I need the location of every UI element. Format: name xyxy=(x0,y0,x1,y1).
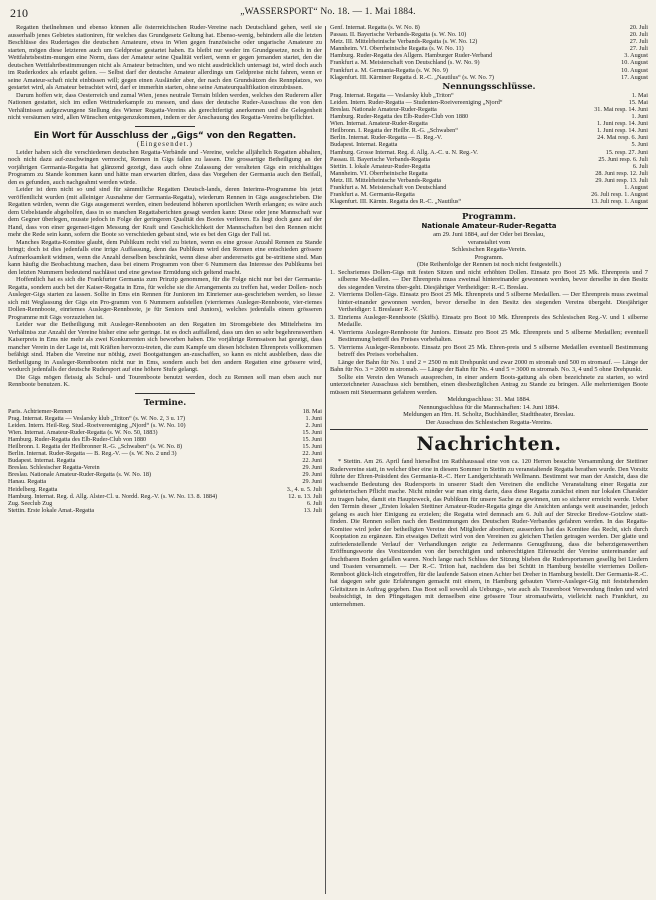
event-name: Passau. II. Bayerische Verbands-Regatta xyxy=(330,155,431,163)
article-subtitle: (Eingesendet.) xyxy=(136,140,194,148)
event-date: 10. August xyxy=(621,59,648,67)
event-date: 10. August xyxy=(621,66,648,74)
page-number: 210 xyxy=(10,6,28,20)
event-name: Heilbronn. I. Regatta der Heilbronner R.-G. „Schwaben“ (s. W. No. 8) xyxy=(8,442,183,450)
event-name: Budapest. Internat. Regatta xyxy=(330,141,398,149)
event-name: Mannheim. VI. Oberrheinische Regatta xyxy=(330,169,428,177)
paragraph: Manches Regatta-Komitee glaubt, dem Publikum recht viel zu bieten, wenn es eine grosse Anzahl Rennen zu Stande bringt; doch ist dies jedenfalls eine irrige Auffassung, denn das Publikum wird den Rennen eine entschieden grössere Aufmerksamkeit widmen, wenn die Anzahl derselben beschränkt, wenn diese aber andererseits gut be-strittene sind. Man kann häufig die Beobachtung machen, dass bei einem Programm von über 6 Nummern das Interesse des Publikums bei den letzten Nummern bedeutend nachlässt und eine gewisse Ermüdung sich geltend macht. xyxy=(8,238,322,276)
event-date: 1. Mai xyxy=(631,91,648,99)
list-item xyxy=(8,429,322,436)
list-item xyxy=(330,120,648,127)
programm-item xyxy=(330,344,648,359)
column-rule xyxy=(325,26,326,894)
paragraph: Die Gigs mögen fleissig als Schul- und Tourenboote benutzt werden, doch zu Rennen soll man eben auch nur Rennboote benutzen. K. xyxy=(8,373,322,388)
list-item xyxy=(330,191,648,198)
list-item xyxy=(8,415,322,422)
event-date: 24. Mai resp. 6. Juni xyxy=(597,134,648,142)
nachrichten-body xyxy=(330,458,648,608)
programm-item xyxy=(330,291,648,314)
event-name: Hamburg. Grosse Internat. Reg. d. Allg. A.-C. u. N. Reg.-V. xyxy=(330,148,478,156)
programm-item xyxy=(330,329,648,344)
nachrichten-title: Nachrichten. xyxy=(416,433,562,456)
event-date: 3. August xyxy=(624,52,648,60)
event-date: 31. Mai resp. 14. Juni xyxy=(594,105,648,113)
list-item xyxy=(8,443,322,450)
paragraph: Nennungsschluss für die Mannschaften: 14. Juni 1884. xyxy=(418,403,560,411)
list-item xyxy=(330,24,648,31)
event-date: 27. Juli xyxy=(629,38,648,46)
paragraph: Meldungsschluss: 31. Mai 1884. xyxy=(447,396,531,404)
paragraph: Der Ausschuss des Schlesischen Regatta-Vereins. xyxy=(425,418,553,426)
event-name: Frankfurt a. M. Germania-Regatta xyxy=(330,191,415,199)
item-number: 5. xyxy=(330,343,335,351)
event-name: Heilbronn. I. Regatta der Heilbr. R.-G. „Schwaben“ xyxy=(330,127,459,135)
event-name: Zug. Seeclub Zug xyxy=(8,499,53,507)
item-number: 4. xyxy=(330,328,335,336)
event-name: Wien. Internat. Amateur-Ruder-Regatta xyxy=(330,120,428,128)
running-title: „WASSERSPORT“ No. 18. — 1. Mai 1884. xyxy=(240,7,416,17)
event-name: Metz. III. Mittelrheinische Verbands-Regatta (s. W. No. 12) xyxy=(330,38,478,46)
event-date: 28. Juni resp. 12. Juli xyxy=(595,169,648,177)
paragraph: Darum hoffen wir, dass Oesterreich und zumal Wien, jenes neutrale Terrain bilden werden, welches den Ruderern aller Nationen gestattet, sich im edlen Wettruderkampfe zu messen, und dass der deutsche Ruder-Ausschuss die von den Verhältnissen aufgezwungene Stellung des Wiener Regatta-Vereins als gerechtfertigt anerkennen und die Gelegenheit nicht versäumen wird, allen Wünschen entgegenzukommen, indem er der Anschauung des Regatta-Vereins beipflichtet. xyxy=(8,91,322,121)
event-date: 12. u. 13. Juli xyxy=(288,492,322,500)
event-name: Stettin. Erste lokale Amat.-Regatta xyxy=(8,506,95,514)
intro-text xyxy=(8,24,322,122)
list-item xyxy=(8,478,322,485)
list-item xyxy=(330,113,648,120)
termine-list xyxy=(8,408,322,514)
programm-closing xyxy=(330,396,648,426)
list-item xyxy=(330,45,648,52)
event-name: Berlin. Internat. Ruder-Regatta — B. Reg.-V. xyxy=(330,134,443,142)
right-column xyxy=(330,24,648,896)
list-item xyxy=(330,74,648,81)
event-date: 27. Juli xyxy=(629,45,648,53)
paragraph: am 29. Juni 1884, auf der Oder bei Breslau, xyxy=(433,231,545,239)
event-date: 20. Juli xyxy=(629,31,648,39)
programm-item xyxy=(330,269,648,292)
event-date: 1. August xyxy=(624,183,648,191)
list-item xyxy=(330,99,648,106)
paragraph: Sollte ein Verein den Wunsch aussprechen, in einer andern Boots-gattung als oben bezeichnete zu starten, so wird unterzeichneter Ausschuss sich bemühen, einen diesbezüglichen Antrag zu Stande zu bringen. Alle mehrriemigen Boote müssen mit Steuermann gefahren werden. xyxy=(330,373,648,396)
programm-item xyxy=(330,314,648,329)
event-date: 13. Juli resp. 1. August xyxy=(591,198,648,206)
event-name: Wien. Internat. Amateur-Ruder-Regatta (s. W. No. 50, 1883) xyxy=(8,428,158,436)
item-text: Sechsriemes Dollen-Gigs mit festen Sitzen und nicht erhöhten Dollen. Einsatz pro Boot 25 Mk. Ehrenpreis und 7 silberne Me-daillen. — Der Ehrenpreis muss zweimal hintereinander gewonnen werden, bevor derselbe in den Besitz des siegenden Vereins über-geht. Diesjähriger Vertheidiger: R.-C. Breslau. xyxy=(338,268,648,291)
event-name: Klagenfurt. III. Kärntner Regatta d. R.-C. „Nautilus“ (s. W. No. 7) xyxy=(330,73,494,81)
event-name: Prag. Internat. Regatta — Veslarsky klub „Triton“ xyxy=(330,91,454,99)
event-name: Hamburg. Internat. Reg. d. Allg. Alster-Cl. u. Nordd. Reg.-V. (s. W. No. 13. 8. 1884) xyxy=(8,492,218,500)
event-date: 22. Juni xyxy=(302,457,322,465)
list-item xyxy=(330,156,648,163)
list-item xyxy=(330,149,648,156)
event-name: Stettin. I. lokale Amateur-Ruder-Regatta xyxy=(330,162,431,170)
item-text: Vierriems Ausleger-Rennboote für Juniors. Einsatz pro Boot 25 Mk. Ehrenpreis und 5 silberne Medaillen; eventuell Bestimmung betreff des Preises vorbehalten. xyxy=(338,328,648,344)
list-item xyxy=(8,486,322,493)
event-date: 3., 4. u. 5. Juli xyxy=(286,485,322,493)
event-name: Hamburg. Ruder-Regatta des Elb-Ruder-Club von 1880 xyxy=(8,435,147,443)
programm-after xyxy=(330,359,648,397)
event-date: 15. Juni xyxy=(302,435,322,443)
nennungs-list xyxy=(330,92,648,206)
item-text: Vierriems Dollen-Gigs. Einsatz pro Boot 25 Mk. Ehrenpreis und 5 silberne Medaillen. — Der Ehrenpreis muss zweimal hinter-einander gewonnen werden, bevor derselbe in den Besitz des siegenden Vereins übergeht. Diesjähriger Vertheidiger: I. Breslauer R.-V. xyxy=(338,291,648,314)
event-date: 20. Juli xyxy=(629,24,648,31)
paragraph: Regatten theilnehmen und ebenso können alle österreichischen Ruder-Vereine nach Deutschland gehen, weil sie ausserhalb jenes Gebietes stationiren, für welches das Grundgesetz Geltung hat. Ebenso-wenig, behindern alle die letzten Beschlüsse des Rudertages die deutschen Amateure, etwa in Wien gegen französische oder ungarische Amateure zu starten, mögen diese letzteren auch um Geldpreise gestartet haben. Es bleibt nur weder im Grundgesetze, noch in der Wettfahrtsbestim-mungen eine Norm, dass der Amateur seine Qualität verliert, wenn er gegen jemanden startet, den die deutschen Wettfahrtbestimmungen nicht als Amateur betrachten, und wo nicht ausdrücklich untersagt ist, wird doch auch im Ruderkodex als erlaubt gelten. — Selbst darf der deutsche Amateur allerdings um Geldpreise nicht fahren, wenn er seine Amateur-schaft nicht einbüssen will; gegen einen Ausländer aber, der nach den Grundsätzen des Rennplatzes, wo gestartet wird, als Amateur betrachtet wird, darf er immerhin starten, ohne seine Amateurqualifikation einzubüssen. xyxy=(8,24,322,91)
event-date: 29. Juni xyxy=(302,471,322,479)
paragraph: Leider haben sich die verschiedenen deutschen Regatta-Verbände und -Vereine, welche alljährlich Regatten abhalten, noch nicht dazu auf-zuschwingen vermocht, Rennen in Gigs fallen zu lassen. Die grossartige Betheiligung an der vorjährigen Germania-Regatta hat glänzend gezeigt, dass auch ohne Zulassung der veralteten Gigs ein reichhaltiges Programm zu Stande kommen kann und hätte man erwarten dürfen, dass das Vorgehen der Germania auch den Beifall, den es gefunden, auch nachgeahmt werden würde. xyxy=(8,148,322,186)
dated-list xyxy=(330,24,648,81)
paragraph: Schlesischen Regatta-Verein. xyxy=(451,246,527,254)
event-date: 18. Mai xyxy=(302,407,322,415)
list-item xyxy=(330,163,648,170)
event-date: 26. Juli resp. 1. August xyxy=(591,191,648,199)
event-date: 22. Juni xyxy=(302,450,322,458)
list-item xyxy=(8,457,322,464)
event-date: 1. Juni xyxy=(305,414,322,422)
item-number: 2. xyxy=(330,291,335,299)
event-name: Leiden. Intern. Ruder-Regatta — Studenten-Roeivereeniging „Njord“ xyxy=(330,98,503,106)
list-item xyxy=(8,422,322,429)
paragraph: veranstaltet vom xyxy=(467,238,511,246)
event-name: Passau. II. Bayerische Verbands-Regatta (s. W. No. 10) xyxy=(330,31,467,39)
list-item xyxy=(330,106,648,113)
list-item xyxy=(330,38,648,45)
event-date: 5. Juni xyxy=(631,141,648,149)
event-name: Mannheim. VI. Oberrheinische Regatta (s. W. No. 11) xyxy=(330,45,464,53)
event-name: Paris. Achtriemer-Rennen xyxy=(8,407,73,415)
programm-lines xyxy=(330,231,648,269)
list-item xyxy=(330,92,648,99)
event-date: 6. Juli xyxy=(306,499,322,507)
termine-title: Termine. xyxy=(143,397,187,408)
event-date: 29. Juni resp. 13. Juli xyxy=(595,176,648,184)
event-date: 29. Juni xyxy=(302,478,322,486)
list-item xyxy=(8,500,322,507)
event-date: 15. Juni xyxy=(302,442,322,450)
programm-subtitle: Nationale Amateur-Ruder-Regatta xyxy=(421,222,557,231)
divider xyxy=(135,393,195,394)
paragraph: Leider war die Betheiligung mit Ausleger-Rennbooten an den Regatten im Stromgebiete des Mittelrheins im Verhältniss zur Anzahl der Vereine bisher eine sehr geringe. Ist es doch auffallend, dass um den so sehr begehrenswerthen Kaiserpreis in Ems nie mehr als zwei Konkurrenten sich beworben haben. Die vorjährige Rennsaison hat gezeigt, dass mancher Verein in der Lage ist, mit Kräften hervorzu-treten, die zum Kampfe um diesen höchsten Ehrenpreis vollkommen befähigt sind. Haben die Vereine nur nöthig, zwei Bootgattungen an-zuschaffen, so kann es nicht ausbleiben, dass die Betheiligung in Ausleger-Rennbooten nicht nur in Ems, sondern auch bei den andern Regatten eine grössere wird, wodurch jedenfalls der deutsche Rudersport auf eine höhere Stufe gelangt. xyxy=(8,321,322,373)
list-item xyxy=(8,450,322,457)
list-item xyxy=(330,184,648,191)
programm-title: Programm. xyxy=(461,212,516,223)
list-item xyxy=(330,59,648,66)
event-name: Prag. Internat. Regatta — Veslarsky klub „Triton“ (s. W. No. 2, 3 u. 17) xyxy=(8,414,186,422)
list-item xyxy=(330,141,648,148)
event-name: Berlin. Internat. Ruder-Regatta — B. Reg.-V. — (s. W. No. 2 und 3) xyxy=(8,450,177,458)
event-date: 17. August xyxy=(621,73,648,81)
event-name: Breslau. Schlesischer Regatta-Verein xyxy=(8,464,100,472)
list-item xyxy=(330,177,648,184)
event-date: 13. Juli xyxy=(303,506,322,514)
list-item xyxy=(330,127,648,134)
item-text: Vierriems Ausleger-Rennboote. Einsatz pro Boot 25 Mk. Ehren-preis und 5 silberne Medaillen eventuell Bestimmung betreff des Preises vorbehalten. xyxy=(338,343,648,359)
list-item xyxy=(330,52,648,59)
event-name: Budapest. Internat. Regatta xyxy=(8,457,76,465)
event-date: 1. Juni resp. 14. Juni xyxy=(596,127,648,135)
list-item xyxy=(330,67,648,74)
paragraph: Programm. xyxy=(474,253,504,261)
page-header xyxy=(10,6,646,20)
event-name: Leiden. Intern. Heil-Reg. Stud.-Roeivereeniging „Njord“ (s. W. No. 10) xyxy=(8,421,186,429)
list-item xyxy=(8,471,322,478)
divider xyxy=(135,126,195,127)
event-date: 6. Juli xyxy=(632,162,648,170)
list-item xyxy=(8,507,322,514)
event-date: 15. Juni xyxy=(302,428,322,436)
event-date: 15. Mai xyxy=(628,98,648,106)
item-number: 3. xyxy=(330,313,335,321)
event-date: 1. Juni xyxy=(631,113,648,121)
paragraph: Leider ist dem nicht so und sind für sämmtliche Regatten Deutsch-lands, deren Interims-Programme bis jetzt veröffentlicht wurden (mit alleiniger Ausnahme der Germania-Regatta), wiederum Rennen in Gigs ausgeschrieben. Die Regatten würden, wenn die Gigs ausgemerzt werden, einen bedeutend höheren sportlichen Werth erlangen; es wäre auch dem Uebelstande abgeholfen, dass in so manchen Regattaberichten gesagt werden kann: Diese oder jene Mannschaft war dem Gegner überlegen, musste jedoch in Folge der geringeren Qualität des Bootes verlieren. Es liegt doch ganz auf der Hand, dass von einer gegensei-tigen Messung der Kraft und Geschicklichkeit der Mannschaften bei den Rennen nicht mehr die Rede sein kann, sofern die Boote so verschieden gebaut sind, wie es bei den Gigs der Fall ist. xyxy=(8,186,322,238)
paragraph: Hoffentlich hat es sich die Frankfurter Germania zum Prinzip genommen, für die Folge nicht nur bei der Germania-Regatta, sondern auch bei der Kaiser-Regatta in Ems, für welche sie die Arrangements zu treffen hat, weder Dollen- noch Ausleger-Gigs starten zu lassen. Sollte in Ems ein Rennen für Junioren im Einriemer aus-geschrieben werden, so liesse sich mit Weglassung der Gigs ein Pro-gramm von 6 Nummern aufstellen (vierriemes Ausleger-Rennboote, vier-riemes Dollen-Rennboote, einriemes Ausleger-Rennboote, je für Seniors und Juniors), welches jedenfalls einem grösseren Programme mit Gigs vorzuziehen ist. xyxy=(8,276,322,321)
event-name: Breslau. Nationale Amateur-Ruder-Regatta xyxy=(330,105,437,113)
divider xyxy=(330,208,648,209)
event-name: Hanau. Regatta xyxy=(8,478,47,486)
event-name: Frankfurt a. M. Meisterschaft von Deutschland xyxy=(330,183,447,191)
event-date: 15. resp. 27. Juni xyxy=(605,148,648,156)
event-name: Klagenfurt. III. Kärntn. Regatta des R.-C. „Nautilus“ xyxy=(330,198,462,206)
event-date: 1. Juni resp. 14. Juni xyxy=(596,120,648,128)
paragraph: Meldungen an Hrn. H. Scholtz, Buchhändler, Stadttheater, Breslau. xyxy=(403,411,575,419)
event-date: 29. Juni xyxy=(302,464,322,472)
event-name: Metz. III. Mittelrheinische Verbands-Regatta xyxy=(330,176,442,184)
paragraph: * Stettin. Am 26. April fand hierselbst im Rathhaussaal eine von ca. 120 Herren besuchte Versammlung der Stettiner Rudervereine statt, in welcher über eine in diesem Sommer in Stettin zu veranstaltende Regatta berathen wurde. Den Vorsitz führte der Ehren-Präsident des Germania-R.-C. Herr Landgerichtsrath Wellmann. Bestimmt war man der Ansicht, dass die wachsende Bedeutung des Rudersports in unserer Stadt den Vereinen die endliche Veranstaltung einer Regatta zur gebieterischen Pflicht mache. Nicht minder war man einig darin, dass diese Regatta zunächst einen nur lokalen Charakter zu tragen habe, damit ein Hauptzweck, das Publikum für unsere Sache zu gewinnen, um so sicherer erreicht werde. Ueber den Termin dieser „Ersten lokalen Stettiner Amateur-Ruder-Regatta ginge die Ansichten anfangs weit auseinander, jedoch gelang es auch hier Einigung zu erzielen; die Regatta wird demnach am 6. Juli auf der Strecke Bredow-Gotzlow statt-finden. Die Rennen sollen nach den Bestimmungen des Deutschen Ruder-Verbandes gefahren werden. In das Regatta-Komitee wird jeder der betheiligten Vereine drei Mitglieder abordnen; ausserdem hat das Komitee das Recht, sich durch Kooptation zu ergänzen. Ein etwaiges Defizit wird von den Vereinen zu gleichen Theilen getragen werden. Der glatte und zufriedenstellende Verlauf der Verhandlungen zeigte zu Jedermanns Genugthuung, dass die beherzigenswerthen Eröffnungsworte des Vorsitzenden von der berechtigten und unberechtigten Eifersucht der Vereine untereinander auf fruchtbaren Boden gefallen waren. Noch lange nach Schluss der Sitzung blieben die Rudersportsmen gesellig bei Liedern und Toasten versammelt. — Der R.-C. Triton hat, nachdem das bei Schütt in Hamburg bestellte vierriemes Dollen-Rennboot glück-lich eingetroffen, für die laufende Saison einen Achter bei Dreher in Hamburg bestellt. Der Germania-R.-C. hat dagegen sehr gute Erfahrungen gemacht mit einem, in Hamburg gebauten Vierer-Ausleger-Gig mit feststehenden Gleitsitzen in Auftrag gegeben. Das Boot soll sowohl als Uebungs-, wie auch als Tourenboot Verwendung finden und wird beabsichtigt, in den Pfingsttagen mit demselben eine grössere Tour stromaufwärts, vielleicht nach Frankfurt, zu unternehmen. xyxy=(330,458,648,608)
item-number: 1. xyxy=(330,268,335,276)
event-name: Frankfurt a. M. Germania-Regatta (s. W. No. 9) xyxy=(330,66,448,74)
event-name: Genf. Internat. Regatta (s. W. No. 8) xyxy=(330,24,420,31)
event-name: Hamburg. Ruder-Regatta des Elb-Ruder-Club von 1880 xyxy=(330,113,469,121)
nennungs-title: Nennungsschlüsse. xyxy=(442,81,536,92)
paragraph: (Die Reihenfolge der Rennen ist noch nicht festgestellt.) xyxy=(416,261,562,269)
event-name: Breslau. Nationale Amateur-Ruder-Regatta (s. W. No. 18) xyxy=(8,471,152,479)
paragraph: Länge der Bahn für No. 1 und 2 = 2500 m mit Drehpunkt und zwar 2000 m stromab und 500 m stromauf. — Länge der Bahn für No. 3 = 2000 m stromab. — Länge der Bahn für No. 4 und 5 = 3000 m stromab. No. 3, 4 und 5 ohne Drehpunkt. xyxy=(330,358,648,374)
event-name: Heidelberg. Regatta xyxy=(8,485,58,493)
list-item xyxy=(330,170,648,177)
event-date: 2. Juni xyxy=(305,421,322,429)
item-text: Einriems Ausleger-Rennboote (Skiffs). Einsatz pro Boot 10 Mk. Ehrenpreis des Schlesischen Reg.-V. und 1 silberne Medaille. xyxy=(338,313,648,329)
list-item xyxy=(330,198,648,205)
list-item xyxy=(8,464,322,471)
event-name: Hamburg. Ruder-Regatta des Allgem. Hamburger Ruder-Verband xyxy=(330,52,493,60)
list-item xyxy=(330,134,648,141)
list-item xyxy=(8,493,322,500)
divider xyxy=(330,429,648,430)
event-name: Frankfurt a. M. Meisterschaft von Deutschland (s. W. No. 9) xyxy=(330,59,480,67)
article-title: Ein Wort für Ausschluss der „Gigs“ von den Regatten. xyxy=(33,130,297,141)
article-body xyxy=(8,149,322,389)
event-date: 25. Juni resp. 6. Juli xyxy=(598,155,648,163)
left-column xyxy=(8,24,322,896)
list-item xyxy=(330,31,648,38)
list-item xyxy=(8,408,322,415)
programm-items xyxy=(330,269,648,359)
list-item xyxy=(8,436,322,443)
